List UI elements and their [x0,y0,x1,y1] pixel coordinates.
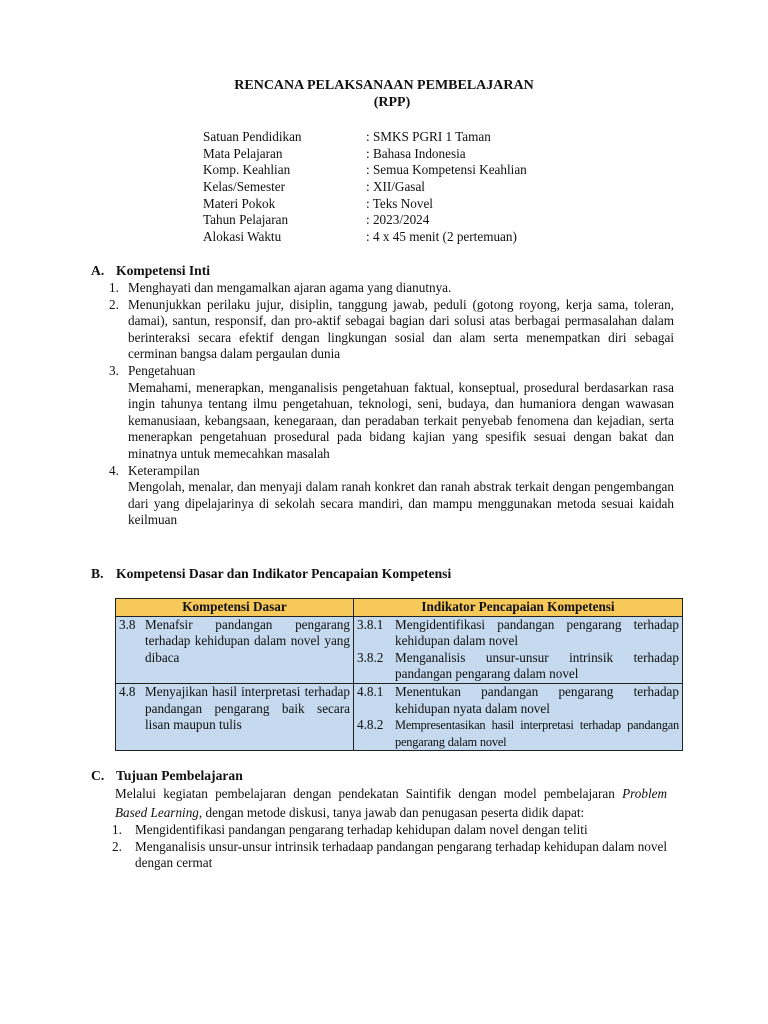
tujuan-block [112,784,667,872]
list-number: 1. [112,822,122,837]
identity-row [203,196,527,213]
kd-item [119,684,350,734]
identity-row [203,129,527,146]
intro-text-2: , dengan metode diskusi, tanya jawab dan penugasan peserta didik dapat: [198,805,585,820]
kd-item [119,617,350,667]
list-subtitle: Keterampilan [128,462,200,478]
identity-row [203,162,527,179]
list-number: 1. [109,280,119,295]
indicator-number: 3.8.2 [357,649,384,665]
list-subtitle: Pengetahuan [128,362,196,378]
intro-text-1: Melalui kegiatan pembelajaran dengan pendekatan Saintifik dengan model pembelajaran [115,786,623,801]
section-title: Kompetensi Inti [116,263,211,278]
identity-value: : Semua Kompetensi Keahlian [366,162,527,178]
list-text: Mengolah, menalar, dan menyaji dalam ranah konkret dan ranah abstrak terkait dengan pengembangan dari yang dipelajarinya di sekolah secara mandiri, dan mampu menggunakan metoda sesuai kaidah keilmuan [128,479,674,528]
list-item [106,363,674,463]
ipk-cell [354,616,683,683]
kompetensi-inti-list [106,280,674,529]
list-number: 4. [109,462,119,478]
list-number: 2. [112,838,122,854]
column-header-kd: Kompetensi Dasar [116,599,354,617]
indicator-text: Mempresentasikan hasil interpretasi terhadap pandangan pengarang dalam novel [395,718,679,749]
identity-label: Mata Pelajaran [203,145,283,161]
list-text: Menghayati dan mengamalkan ajaran agama yang dianutnya. [128,280,452,295]
identity-row [203,229,527,246]
list-item [106,463,674,529]
list-text: Menunjukkan perilaku jujur, disiplin, tanggung jawab, peduli (gotong royong, kerja sama, toleran, damai), santun, responsif, dan pro-aktif sebagai bagian dari solusi atas berbagai permasalahan dalam berinteraksi secara efektif dengan lingkungan sosial dan alam serta menempatkan diri sebagai cerminan bangsa dalam pergaulan dunia [128,296,674,362]
column-header-ipk: Indikator Pencapaian Kompetensi [354,599,683,617]
identity-value: : XII/Gasal [366,179,425,195]
section-letter: A. [91,263,105,278]
list-item [106,280,674,297]
kd-text: Menyajikan hasil interpretasi terhadap pandangan pengarang baik secara lisan maupun tulis [145,683,350,733]
indicator-text: Menentukan pandangan pengarang terhadap kehidupan nyata dalam novel [395,683,679,716]
indicator-number: 4.8.1 [357,683,384,699]
competency-table [115,598,683,751]
identity-value: : 2023/2024 [366,212,430,228]
section-title: Kompetensi Dasar dan Indikator Pencapaian Kompetensi [116,566,452,581]
indicator-number: 3.8.1 [357,616,384,632]
document-title: RENCANA PELAKSANAAN PEMBELAJARAN [234,78,534,93]
identity-label: Tahun Pelajaran [203,212,289,228]
identity-label: Alokasi Waktu [203,229,282,245]
kd-cell [116,683,354,750]
section-letter: B. [91,566,104,581]
identity-row [203,146,527,163]
identity-value: : SMKS PGRI 1 Taman [366,129,491,144]
table-row [116,683,683,750]
indicator-item [357,684,679,717]
tujuan-intro [115,784,667,822]
identity-label: Materi Pokok [203,195,276,211]
list-number: 3. [109,362,119,378]
section-b-heading [91,566,451,583]
intro-model-name: Problem Based Learning [115,786,667,820]
ipk-cell [354,683,683,750]
kd-text: Menafsir pandangan pengarang terhadap kehidupan dalam novel yang dibaca [145,616,350,665]
identity-value: : Bahasa Indonesia [366,145,466,161]
indicator-item [357,717,679,750]
identity-label: Kelas/Semester [203,179,286,195]
list-text: Mengidentifikasi pandangan pengarang terhadap kehidupan dalam novel dengan teliti [135,822,588,837]
indicator-item [357,650,679,683]
identity-value: : 4 x 45 menit (2 pertemuan) [366,229,517,245]
list-item [106,297,674,363]
identity-label: Satuan Pendidikan [203,129,302,144]
table-header-row [116,599,683,617]
identity-row [203,179,527,196]
indicator-text: Menganalisis unsur-unsur intrinsik terhadap pandangan pengarang dalam novel [395,649,679,682]
list-text: Menganalisis unsur-unsur intrinsik terhadaap pandangan pengarang terhadap kehidupan dalam novel dengan cermat [135,838,667,871]
kd-number: 4.8 [119,683,136,699]
table-row [116,616,683,683]
kd-cell [116,616,354,683]
list-item [112,822,667,839]
list-text: Memahami, menerapkan, menganalisis pengetahuan faktual, konseptual, prosedural berdasarkan rasa ingin tahunya tentang ilmu pengetahuan, teknologi, seni, budaya, dan humaniora dengan wawasan kemanusiaan, kebangsaan, kenegaraan, dan peradaban terkait penyebab fenomena dan kejadian, serta menerapkan pengetahuan prosedural pada bidang kajian yang spesifik sesuai dengan bakat dan minatnya untuk memecahkan masalah [128,379,674,461]
section-title: Tujuan Pembelajaran [116,768,243,783]
identity-block [203,129,527,246]
list-item [112,839,667,872]
identity-value: : Teks Novel [366,195,433,211]
document-subtitle [0,95,768,112]
document-subtitle-text: (RPP) [373,95,411,110]
kd-number: 3.8 [119,616,136,632]
indicator-item [357,617,679,650]
indicator-number: 4.8.2 [357,717,384,733]
identity-row [203,212,527,229]
section-c-heading [91,768,243,785]
list-number: 2. [109,296,119,312]
identity-label: Komp. Keahlian [203,162,291,178]
section-letter: C. [91,768,105,783]
section-a-heading [91,263,210,280]
indicator-text: Mengidentifikasi pandangan pengarang terhadap kehidupan dalam novel [395,616,679,649]
